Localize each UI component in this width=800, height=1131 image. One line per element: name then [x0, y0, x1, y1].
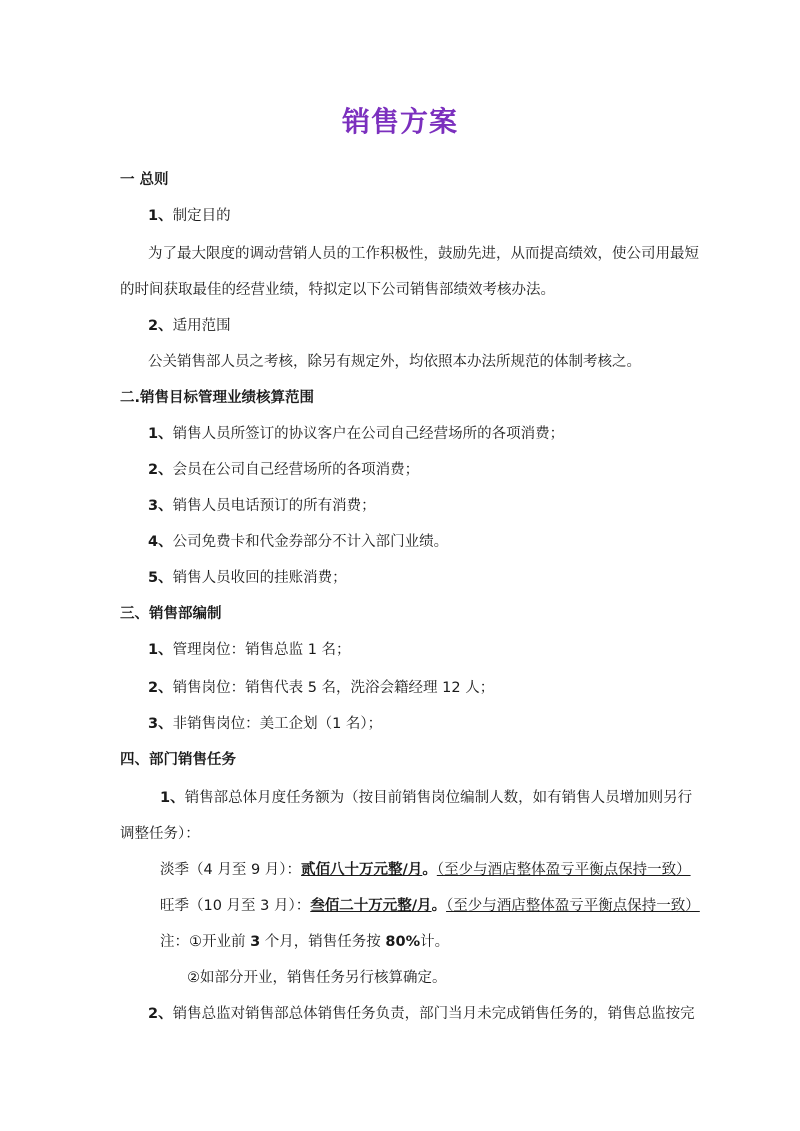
list-item: [148, 714, 382, 734]
item-text: 制定目的: [172, 208, 231, 224]
peak-season-period: 。: [431, 898, 447, 914]
list-item: [148, 496, 376, 516]
off-season-amount: 贰佰八十万元整/月: [301, 862, 423, 878]
off-season-target: [160, 860, 691, 880]
section-heading-general: 一 总则: [120, 172, 169, 188]
item-text: 公司免费卡和代金券部分不计入部门业绩。: [172, 534, 449, 550]
peak-season-note: （至少与酒店整体盈亏平衡点保持一致）: [446, 898, 700, 914]
note-text: 个月，销售任务按: [260, 934, 386, 950]
item-number: 1、: [148, 642, 173, 658]
off-season-label: 淡季（4 月至 9 月）：: [160, 862, 302, 878]
item-text: 管理岗位：销售总监 1 名；: [172, 642, 351, 658]
section-heading-tasks: 四、部门销售任务: [120, 752, 236, 768]
note-text: 注：①开业前: [160, 934, 251, 950]
note-percent: 80%: [385, 934, 421, 950]
paragraph-line: 的时间获取最佳的经营业绩，特拟定以下公司销售部绩效考核办法。: [120, 282, 555, 298]
list-item: [148, 532, 448, 552]
off-season-note: （至少与酒店整体盈亏平衡点保持一致）: [436, 862, 691, 878]
item-number: 4、: [148, 534, 173, 550]
item-text: 销售人员所签订的协议客户在公司自己经营场所的各项消费；: [172, 426, 565, 442]
item-number: 2、: [148, 462, 173, 478]
section-heading-scope: 二.销售目标管理业绩核算范围: [120, 390, 315, 406]
note-months: 3: [250, 934, 261, 950]
peak-season-target: [160, 896, 700, 916]
paragraph-line: 调整任务）：: [120, 826, 200, 842]
item-number: 2、: [148, 1006, 173, 1022]
item-text: 销售总监对销售部总体销售任务负责，部门当月未完成销售任务的，销售总监按完: [172, 1006, 695, 1022]
list-item: [148, 206, 231, 226]
paragraph-line: 公关销售部人员之考核，除另有规定外，均依照本办法所规范的体制考核之。: [148, 354, 641, 370]
note-text: 计。: [420, 934, 450, 950]
item-number: 2、: [148, 680, 173, 696]
list-item: [148, 1004, 695, 1024]
item-text: 销售部总体月度任务额为（按目前销售岗位编制人数，如有销售人员增加则另行: [184, 790, 693, 806]
item-number: 1、: [148, 208, 173, 224]
note-line: ②如部分开业，销售任务另行核算确定。: [187, 970, 447, 986]
list-item: [148, 460, 419, 480]
note-line: [160, 932, 449, 952]
item-text: 会员在公司自己经营场所的各项消费；: [172, 462, 420, 478]
item-text: 非销售岗位：美工企划（1 名）；: [172, 716, 383, 732]
peak-season-amount: 叁佰二十万元整/月: [310, 898, 432, 914]
section-heading-staffing: 三、销售部编制: [120, 606, 222, 622]
item-text: 适用范围: [172, 318, 231, 334]
off-season-period: 。: [422, 862, 437, 878]
item-number: 3、: [148, 716, 173, 732]
list-item: [148, 316, 231, 336]
page-title: 销售方案: [341, 105, 458, 138]
item-number: 5、: [148, 570, 173, 586]
item-text: 销售人员收回的挂账消费；: [172, 570, 347, 586]
item-number: 1、: [160, 790, 185, 806]
item-text: 销售人员电话预订的所有消费；: [172, 498, 376, 514]
item-text: 销售岗位：销售代表 5 名，洗浴会籍经理 12 人；: [172, 680, 495, 696]
list-item: [148, 678, 494, 698]
item-number: 2、: [148, 318, 173, 334]
list-item: [148, 568, 347, 588]
item-number: 1、: [148, 426, 173, 442]
peak-season-label: 旺季（10 月至 3 月）：: [160, 898, 311, 914]
list-item: [148, 424, 564, 444]
item-number: 3、: [148, 498, 173, 514]
list-item: [160, 788, 692, 808]
list-item: [148, 640, 351, 660]
paragraph-line: 为了最大限度的调动营销人员的工作积极性，鼓励先进，从而提高绩效，使公司用最短: [148, 246, 699, 262]
